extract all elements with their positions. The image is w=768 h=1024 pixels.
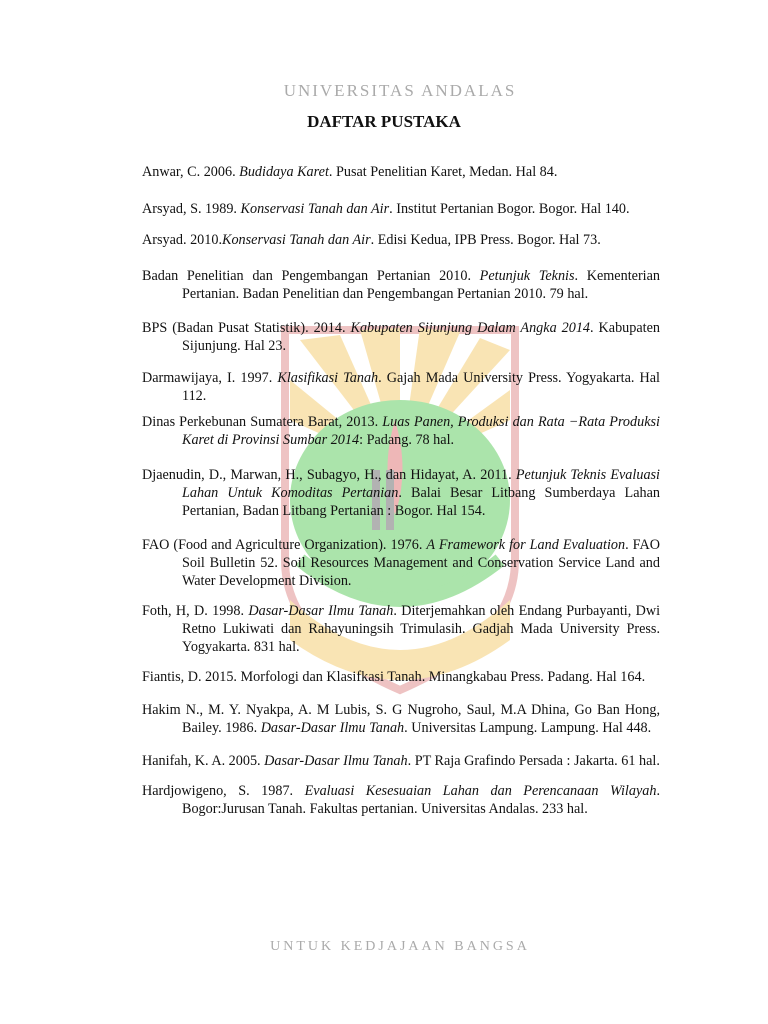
reference-text: . Gajah Mada University Press. Yogyakarta. Hal 112. xyxy=(182,370,660,404)
reference-title: Budidaya Karet xyxy=(239,164,329,180)
reference-title: Petunjuk Teknis Evaluasi Lahan Untuk Komoditas Pertanian xyxy=(182,467,660,501)
reference-text: Djaenudin, D., Marwan, H., Subagyo, H., dan Hidayat, A. 2011. xyxy=(142,467,516,483)
reference-text: Arsyad, S. 1989. xyxy=(142,201,241,217)
reference-title: Dasar-Dasar Ilmu Tanah xyxy=(260,720,405,736)
reference-entry xyxy=(142,466,660,520)
reference-title: Konservasi Tanah dan Air xyxy=(240,201,390,217)
reference-title: Kabupaten Sijunjung Dalam Angka 2014 xyxy=(350,320,591,336)
reference-text: . Pusat Penelitian Karet, Medan. Hal 84. xyxy=(328,164,558,180)
reference-text: Arsyad. 2010. xyxy=(142,232,222,248)
reference-text: . Kementerian Pertanian. Badan Penelitian dan Pengembangan Pertanian 2010. 79 hal. xyxy=(182,268,660,302)
watermark-text-top: UNIVERSITAS ANDALAS xyxy=(283,81,517,100)
page-title: DAFTAR PUSTAKA xyxy=(307,112,461,131)
reference-entry xyxy=(142,231,660,249)
reference-title: Dasar-Dasar Ilmu Tanah xyxy=(248,603,394,619)
reference-text: . Diterjemahkan oleh Endang Purbayanti, Dwi Retno Lukiwati dan Rahayuningsih Trimulasih. Gadjah Mada University Press. Yogyakarta. 831 hal. xyxy=(182,603,661,655)
reference-entry xyxy=(142,668,660,686)
reference-text: Badan Penelitian dan Pengembangan Pertanian 2010. xyxy=(142,268,480,284)
reference-text: . Kabupaten Sijunjung. Hal 23. xyxy=(182,320,660,354)
reference-title: Petunjuk Teknis xyxy=(479,268,575,284)
reference-text: Hakim N., M. Y. Nyakpa, A. M Lubis, S. G Nugroho, Saul, M.A Dhina, Go Ban Hong, Bailey. 1986. xyxy=(142,702,660,736)
reference-entry xyxy=(142,701,660,737)
reference-text: : Padang. 78 hal. xyxy=(359,432,455,448)
reference-text: Hardjowigeno, S. 1987. xyxy=(142,783,305,799)
reference-entry xyxy=(142,782,660,818)
reference-text: . PT Raja Grafindo Persada : Jakarta. 61 hal. xyxy=(407,753,660,769)
reference-text: . Universitas Lampung. Lampung. Hal 448. xyxy=(404,720,652,736)
reference-title: Dasar-Dasar Ilmu Tanah xyxy=(264,753,408,769)
reference-text: Fiantis, D. 2015. Morfologi dan Klasifkasi Tanah. Minangkabau Press. Padang. Hal 164. xyxy=(142,669,646,685)
reference-text: . Bogor:Jurusan Tanah. Fakultas pertanian. Universitas Andalas. 233 hal. xyxy=(182,783,660,817)
reference-entry xyxy=(142,413,660,449)
reference-entry xyxy=(142,163,660,181)
watermark-text-bottom: UNTUK KEDJAJAAN BANGSA xyxy=(270,939,530,954)
reference-title: Luas Panen, Produksi dan Rata −Rata Produksi Karet di Provinsi Sumbar 2014 xyxy=(182,414,660,448)
reference-entry xyxy=(142,752,660,770)
reference-entry xyxy=(142,200,660,218)
reference-text: . Institut Pertanian Bogor. Bogor. Hal 140. xyxy=(389,201,630,217)
reference-text: BPS (Badan Pusat Statistik). 2014. xyxy=(142,320,351,336)
reference-text: . FAO Soil Bulletin 52. Soil Resources Management and Conservation Service Land and Water Development Division. xyxy=(182,537,660,589)
reference-title: Evaluasi Kesesuaian Lahan dan Perencanaan Wilayah xyxy=(304,783,657,799)
reference-text: Darmawijaya, I. 1997. xyxy=(142,370,278,386)
reference-entry xyxy=(142,602,660,656)
reference-title: A Framework for Land Evaluation xyxy=(426,537,626,553)
reference-text: . Edisi Kedua, IPB Press. Bogor. Hal 73. xyxy=(370,232,601,248)
reference-text: Dinas Perkebunan Sumatera Barat, 2013. xyxy=(142,414,383,430)
reference-text: Hanifah, K. A. 2005. xyxy=(142,753,265,769)
reference-entry xyxy=(142,267,660,303)
reference-list xyxy=(142,163,660,818)
reference-entry xyxy=(142,369,660,405)
reference-title: Klasifikasi Tanah xyxy=(277,370,379,386)
reference-title: Konservasi Tanah dan Air xyxy=(222,232,371,248)
reference-text: Anwar, C. 2006. xyxy=(142,164,240,180)
reference-text: FAO (Food and Agriculture Organization). 1976. xyxy=(142,537,427,553)
reference-entry xyxy=(142,319,660,355)
reference-text: . Balai Besar Litbang Sumberdaya Lahan Pertanian, Badan Litbang Pertanian : Bogor. Hal 154. xyxy=(182,485,660,519)
reference-text: Foth, H, D. 1998. xyxy=(142,603,249,619)
reference-entry xyxy=(142,536,660,590)
